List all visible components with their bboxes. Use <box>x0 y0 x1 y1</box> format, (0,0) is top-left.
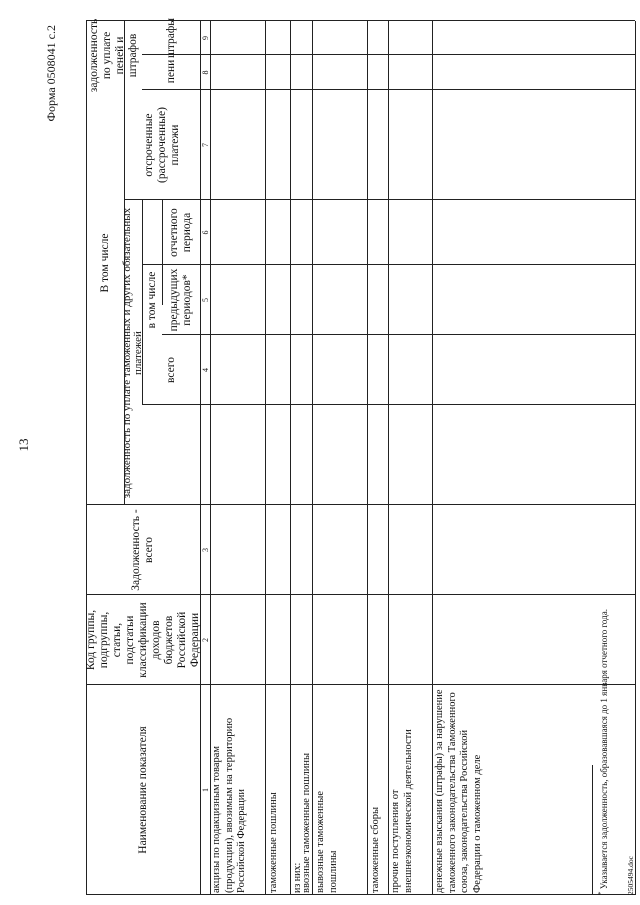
header-customs-payments-debt: задолженность по уплате таможенных и других обязательных платежей <box>120 207 144 499</box>
header-in-total: В том числе <box>98 233 111 293</box>
header-penalties-debt: задолженность по уплате пеней и штрафов <box>88 18 139 93</box>
row-label-customs-fees: таможенные сборы <box>370 806 381 893</box>
column-number: 8 <box>201 70 210 75</box>
form-code: Форма 0508041 с.2 <box>44 25 58 122</box>
column-number: 1 <box>201 788 210 792</box>
column-number: 9 <box>201 36 210 40</box>
header-debt-total: Задолженность - всего <box>130 509 155 591</box>
header-fines: штрафы <box>164 17 177 59</box>
row-label-monetary-penalties: денежные взыскания (штрафы) за нарушение таможенного законодательства Таможенного союза, законодательства Российской Федерации о таможенном деле <box>434 689 483 893</box>
header-previous-periods: предыдущих периодов* <box>168 268 193 332</box>
document-id: 2505494.doc <box>626 856 635 895</box>
column-number: 7 <box>201 143 210 147</box>
page-number: 13 <box>16 438 31 452</box>
header-indicator-name: Наименование показателя <box>136 726 149 854</box>
header-in-total-sub: в том числе <box>145 271 158 329</box>
header-total-sub: всего <box>164 357 177 383</box>
row-label-customs-duties: таможенные пошлины <box>268 792 279 893</box>
header-deferred-payments: отсроченные (рассроченные) платежи <box>142 107 181 183</box>
row-label-other-foreign-trade: прочие поступления от внешнеэкономической деятельности <box>390 729 414 893</box>
footnote-mark: * <box>597 891 605 895</box>
column-number: 5 <box>201 298 210 302</box>
column-number: 2 <box>201 638 210 642</box>
header-reporting-period: отчетного периода <box>168 208 193 257</box>
row-label-export-duties: вывозные таможенные пошлины <box>315 791 339 893</box>
footnote-text: Указывается задолженность, образовавшаяся до 1 января отчетного года. <box>599 609 609 890</box>
column-number: 6 <box>201 230 210 235</box>
footnote <box>596 295 609 895</box>
row-label-excise-duties: акцизы по подакцизным товарам (продукции), ввозимым на территорию Российской Федерации <box>211 717 247 893</box>
column-number: 3 <box>201 548 210 552</box>
row-label-of-which: из них: <box>292 862 303 893</box>
header-peni: пени <box>164 59 177 84</box>
row-label-import-duties: ввозные таможенные пошлины <box>301 752 312 893</box>
column-number: 4 <box>201 368 210 372</box>
header-classification-code: Код группы, подгруппы, статьи, подстатьи классификации доходов бюджетов Российской Федерации <box>84 602 201 678</box>
